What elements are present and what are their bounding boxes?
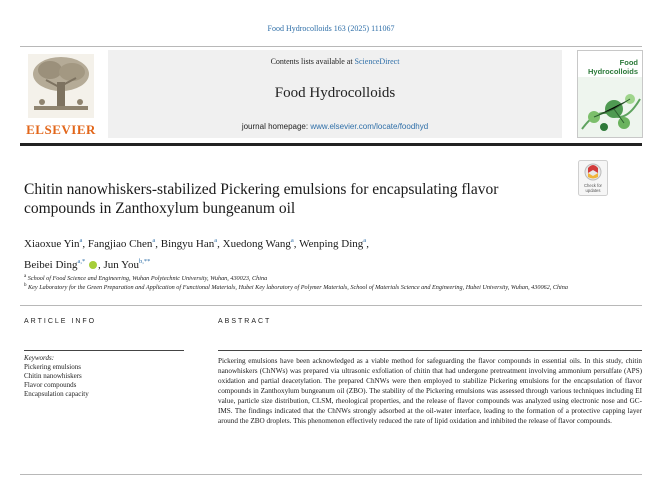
affiliation-a-mark: a [24,274,27,279]
elsevier-tree-icon [28,54,94,118]
author-name[interactable]: Fangjiao Chen [87,238,153,250]
cover-molecule-icon [578,77,642,137]
journal-banner [108,50,562,138]
journal-cover-thumbnail[interactable] [577,50,643,138]
check-badge-line1: Check for [584,183,602,188]
author-affiliation-mark[interactable]: a [152,237,156,244]
keywords-label: Keywords: [24,354,55,362]
author-name[interactable]: Jun You [103,259,139,271]
affiliation-a-text: School of Food Science and Engineering, Wuhan Polytechnic University, Wuhan, 430023, China [27,275,268,283]
author-name[interactable]: Wenping Ding [299,238,364,250]
section-divider [20,305,642,306]
author-affiliation-mark[interactable]: a [290,237,294,244]
author-name[interactable]: Beibei Ding [24,259,78,271]
check-for-updates-icon [578,160,608,196]
elsevier-wordmark: ELSEVIER [26,122,96,137]
author-affiliation-mark[interactable]: b,** [138,258,151,265]
keyword-list [24,363,89,399]
journal-title[interactable]: Food Hydrocolloids [274,85,396,101]
cover-title-line2: Hydrocolloids [587,66,638,76]
keyword-item: Flavor compounds [24,381,77,389]
article-title: Chitin nanowhiskers-stabilized Pickering emulsions for encapsulating flavor compounds in Zanthoxylum bungeanum oil [24,181,499,217]
keyword-item: Chitin nanowhiskers [24,372,82,380]
author-name[interactable]: Xuedong Wang [222,238,291,250]
cover-title [580,59,638,76]
article-info-heading: ARTICLE INFO [24,318,97,325]
author-affiliation-mark[interactable]: a [363,237,367,244]
article-info-rule [24,350,184,351]
abstract-text: Pickering emulsions have been acknowledged as a viable method for safeguarding the flavor compounds in essential oils. In this study, chitin nanowhiskers (ChNWs) was prepared via ultrasonic exfoliation of chitin that had undergone pretreatment involving ammonium persulfate (APS) oxidation and partial deacetylation. The prepared ChNWs were then employed to stabilize Pickering emulsions for the encapsulation of flavor compounds in Zanthoxylum bungeanum oil (ZBO). The stability of the Pickering emulsions was assessed through various techniques including EI value, particle size distribution, CLSM, rheological properties, and the release of flavor compounds was analyzed using electronic nose and GC-IMS. The findings indicated that the ChNWs strongly adsorbed at the oil-water interface, leading to the formation of a protective capping layer around the ZBO droplets. This phenomenon effectively reduced the rate of lipid oxidation and inhibited the release of flavor compounds. [218,357,642,425]
author-affiliation-mark[interactable]: a,* [77,258,86,265]
author-affiliation-mark[interactable]: a [79,237,83,244]
cover-title-line1: Food [619,58,638,67]
check-badge-line2: updates [585,188,601,193]
abstract-rule [218,350,642,351]
contents-line [108,57,562,66]
journal-citation[interactable]: Food Hydrocolloids 163 (2025) 111067 [267,24,395,33]
check-for-updates-button[interactable] [578,160,608,196]
contents-prefix: Contents lists available at [270,57,355,66]
top-divider [20,46,642,47]
header-divider [20,143,642,146]
abstract-heading: ABSTRACT [218,318,272,325]
homepage-prefix: journal homepage: [241,122,311,131]
affiliation-b-text: Key Laboratory for the Green Preparation and Application of Functional Materials, Hubei Key laboratory of Polymer Materials, School of Materials Science and Engineering, Hubei University, Wuhan, 430062, China [28,284,568,292]
keyword-item: Pickering emulsions [24,363,81,371]
sciencedirect-link[interactable]: ScienceDirect [354,57,400,66]
author-affiliation-mark[interactable]: a [214,237,218,244]
author-name[interactable]: Xiaoxue Yin [24,238,80,250]
bottom-divider [20,474,642,475]
elsevier-logo[interactable] [22,50,100,138]
journal-homepage-link[interactable]: www.elsevier.com/locate/foodhyd [310,122,429,131]
homepage-line [108,122,562,131]
author-name[interactable]: Bingyu Han [160,238,215,250]
author-list: Xiaoxue Yin$^a$, Fangjiao Chen$^a$, Bingyu Han$^a$, Xuedong Wang$^a$, Wenping Ding$^a$, Beibei Ding$^{a,*}$ , Jun You$^{b,**}$ [24,237,369,271]
orcid-icon[interactable] [89,261,97,269]
affiliation-b [24,282,624,293]
affiliation-b-mark: b [24,283,27,288]
keyword-item: Encapsulation capacity [24,390,89,398]
